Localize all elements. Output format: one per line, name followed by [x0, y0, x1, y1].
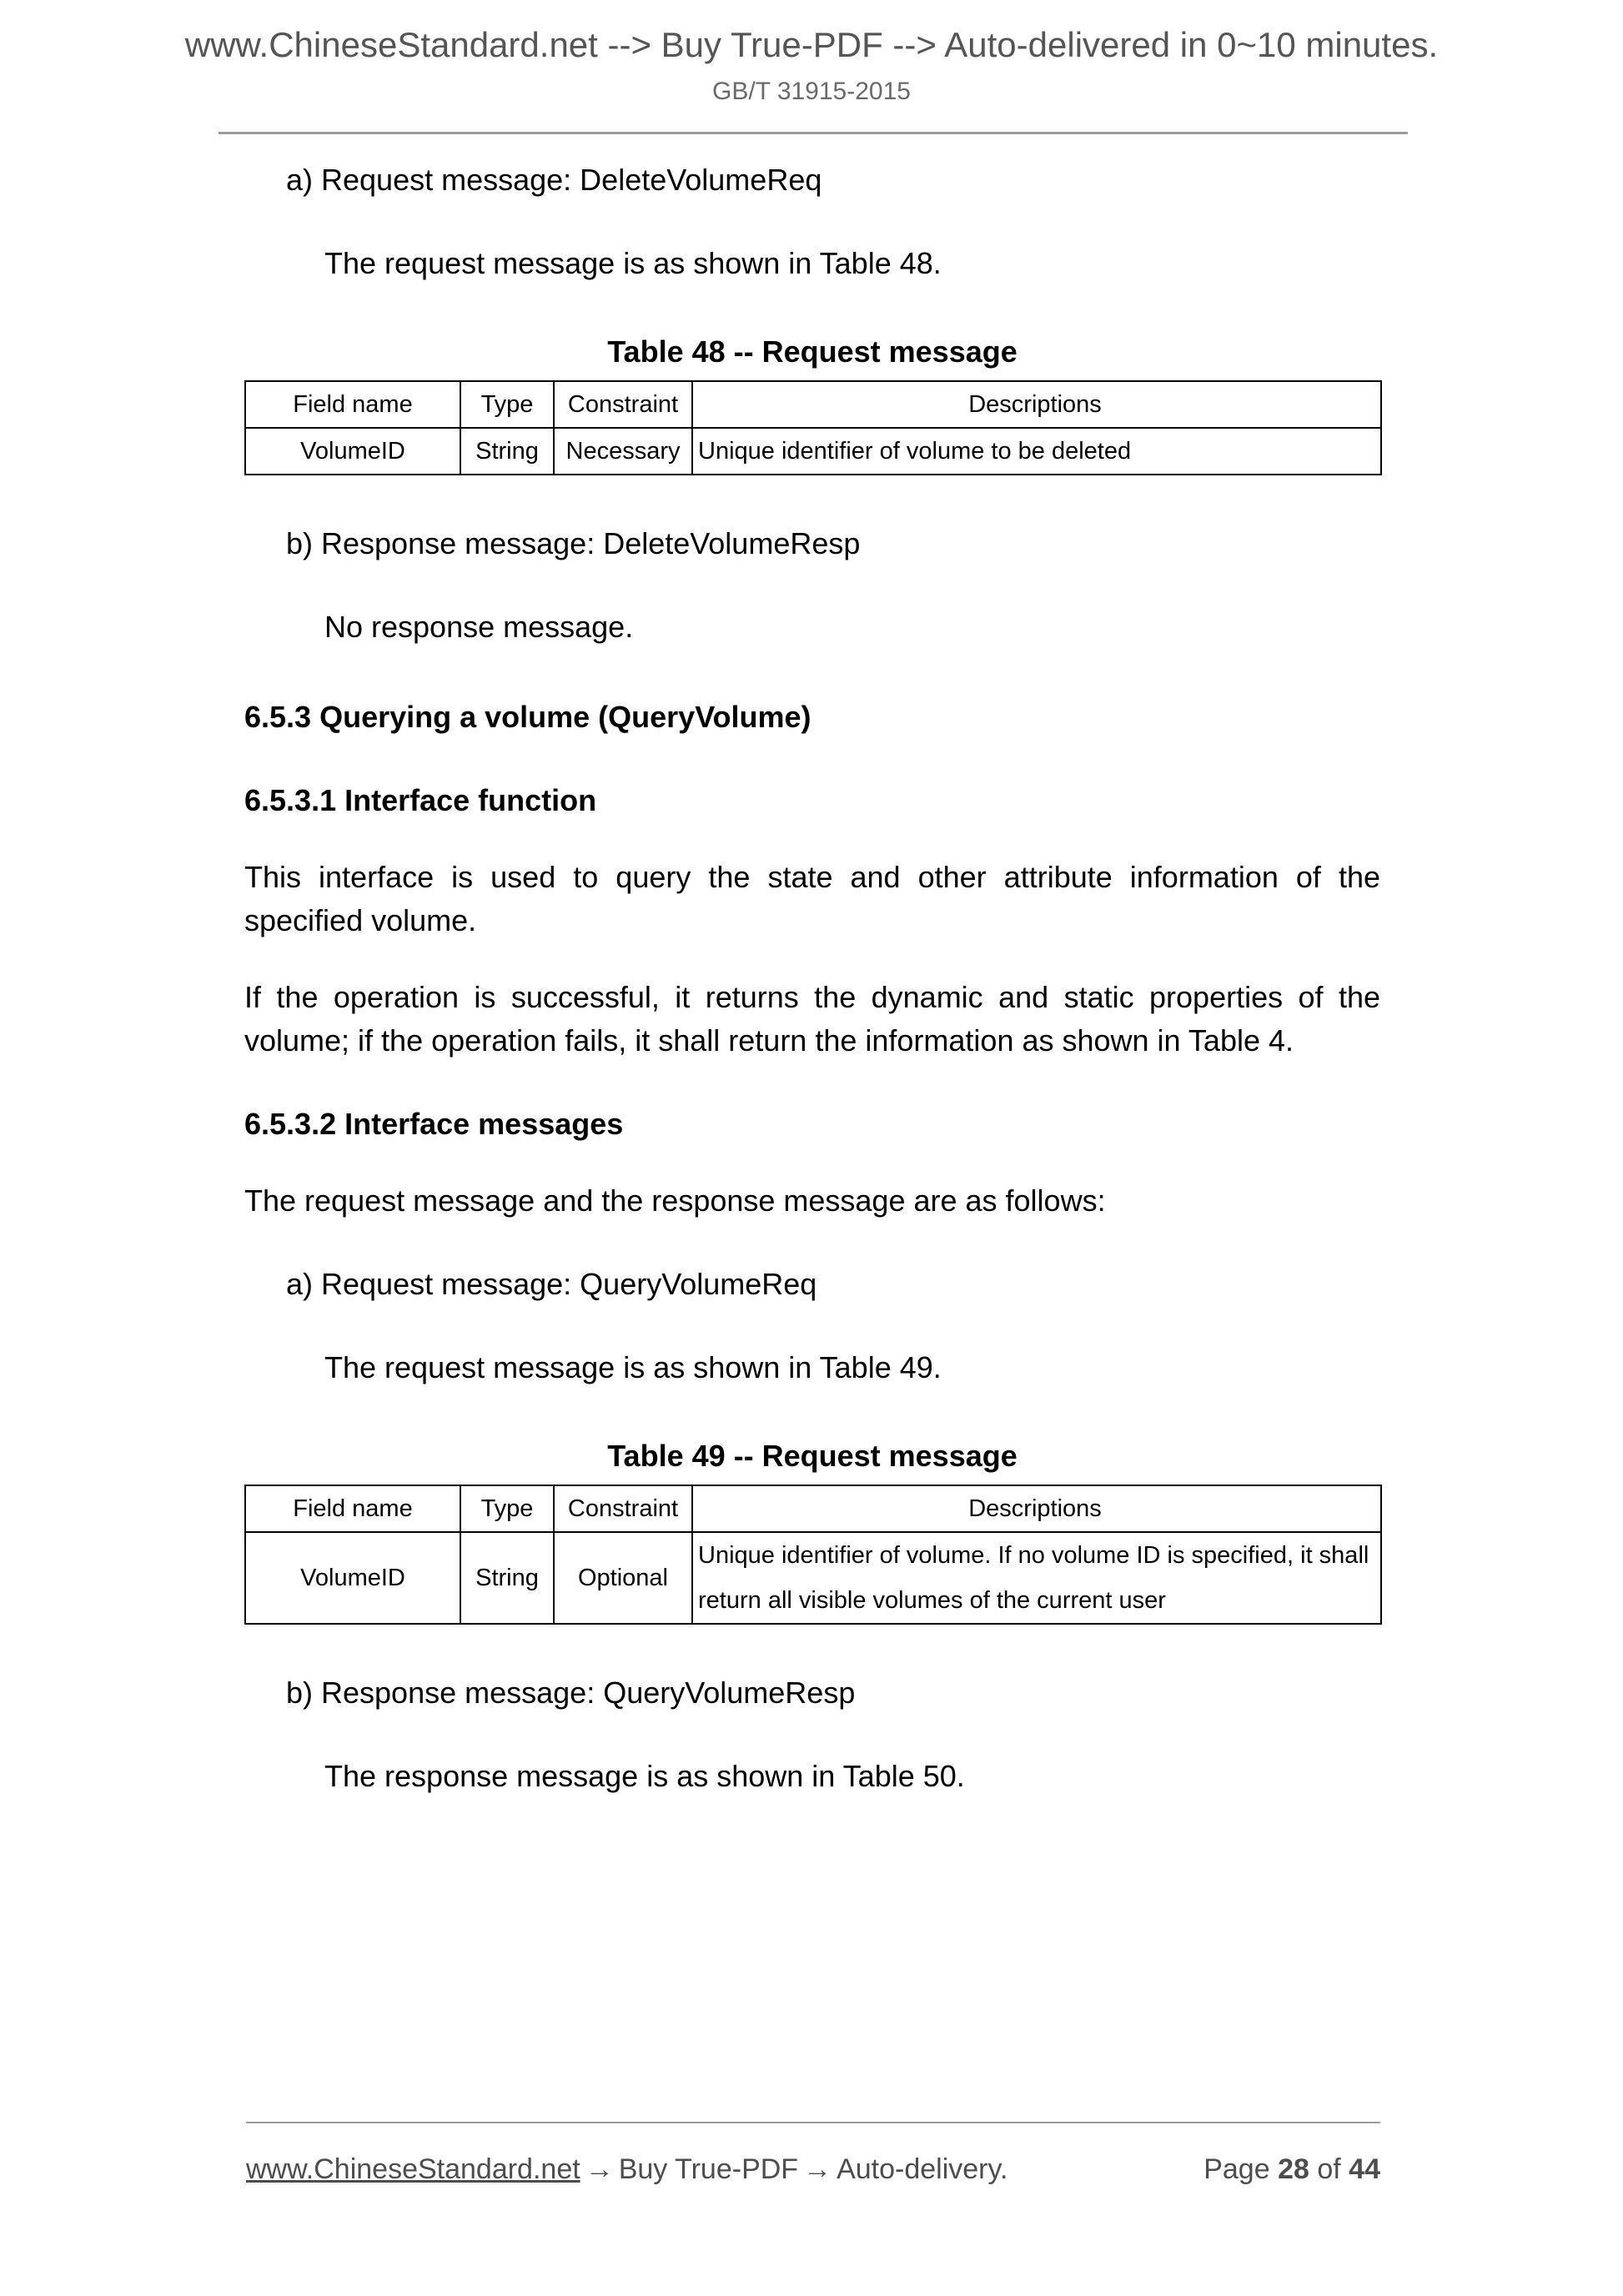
page-footer	[0, 2113, 1623, 2230]
heading-6-5-3-1: 6.5.3.1 Interface function	[244, 783, 597, 817]
table-row	[245, 428, 1381, 475]
table-row	[245, 1532, 1381, 1624]
arrow-right-icon: →	[585, 2153, 614, 2185]
paragraph-interface-function-purpose: This interface is used to query the state and other attribute information of the specified volume.	[244, 860, 1380, 937]
footer-site-link[interactable]: www.ChineseStandard.net	[246, 2153, 580, 2185]
table48-header-row	[245, 381, 1381, 428]
page-header	[0, 0, 1623, 142]
list-item-a-query-request: a) Request message: QueryVolumeReq	[286, 1267, 817, 1301]
table49-cell-type: String	[460, 1532, 554, 1624]
list-item-b-query-response: b) Response message: QueryVolumeResp	[286, 1676, 856, 1710]
list-item-b-delete-response: b) Response message: DeleteVolumeResp	[286, 526, 861, 560]
table49-header-row	[245, 1485, 1381, 1532]
arrow-right-icon-2: →	[803, 2153, 832, 2185]
paragraph-interface-messages-intro: The request message and the response message are as follows:	[244, 1183, 1106, 1218]
table48-cell-constraint: Necessary	[554, 428, 692, 475]
table48-cell-type: String	[460, 428, 554, 475]
paragraph-interface-function-result: If the operation is successful, it returns the dynamic and static properties of the volume; if the operation fails, it shall return the information as shown in Table 4.	[244, 980, 1380, 1058]
note-delete-response: No response message.	[324, 610, 634, 644]
heading-6-5-3: 6.5.3 Querying a volume (QueryVolume)	[244, 700, 812, 734]
footer-page-total: 44	[1349, 2153, 1380, 2185]
table48	[244, 380, 1382, 475]
table49-description-line-1: Unique identifier of volume. If no volume ID is specified, it shall	[698, 1542, 1369, 1569]
table48-header-descriptions: Descriptions	[692, 381, 1381, 428]
note-delete-request-table-ref: The request message is as shown in Table 48.	[324, 246, 942, 280]
footer-buy-label: Buy True-PDF	[618, 2153, 799, 2185]
table48-cell-field-name: VolumeID	[245, 428, 460, 475]
footer-delivery-label: Auto-delivery.	[837, 2153, 1008, 2185]
table49-header-type: Type	[460, 1485, 554, 1532]
footer-page-label: Page	[1203, 2153, 1270, 2185]
header-divider	[219, 132, 1408, 134]
table49-header-descriptions: Descriptions	[692, 1485, 1381, 1532]
table49	[244, 1485, 1382, 1625]
table49-caption: Table 49 -- Request message	[607, 1439, 1018, 1473]
heading-6-5-3-2: 6.5.3.2 Interface messages	[244, 1107, 624, 1141]
table49-description-line-2: return all visible volumes of the current user	[698, 1587, 1166, 1614]
footer-page-indicator	[1203, 2153, 1380, 2186]
list-item-a-delete-request: a) Request message: DeleteVolumeReq	[286, 163, 822, 197]
table49-header-field-name: Field name	[245, 1485, 460, 1532]
table49-header-constraint: Constraint	[554, 1485, 692, 1532]
table49-cell-description	[692, 1532, 1381, 1624]
table48-cell-description: Unique identifier of volume to be deleted	[692, 428, 1381, 475]
footer-page-number: 28	[1278, 2153, 1309, 2185]
table49-cell-field-name: VolumeID	[245, 1532, 460, 1624]
header-promo-text: www.ChineseStandard.net --> Buy True-PDF --> Auto-delivered in 0~10 minutes.	[184, 25, 1439, 64]
header-standard-number: GB/T 31915-2015	[712, 78, 911, 105]
footer-divider	[246, 2122, 1380, 2123]
table48-header-constraint: Constraint	[554, 381, 692, 428]
footer-of-label: of	[1317, 2153, 1341, 2185]
table48-header-field-name: Field name	[245, 381, 460, 428]
page-content	[244, 158, 1380, 1798]
note-query-request-table-ref: The request message is as shown in Table 49.	[324, 1350, 942, 1384]
note-query-response-table-ref: The response message is as shown in Table 50.	[324, 1759, 965, 1793]
table48-caption: Table 48 -- Request message	[607, 334, 1018, 369]
table48-header-type: Type	[460, 381, 554, 428]
table49-cell-constraint: Optional	[554, 1532, 692, 1624]
